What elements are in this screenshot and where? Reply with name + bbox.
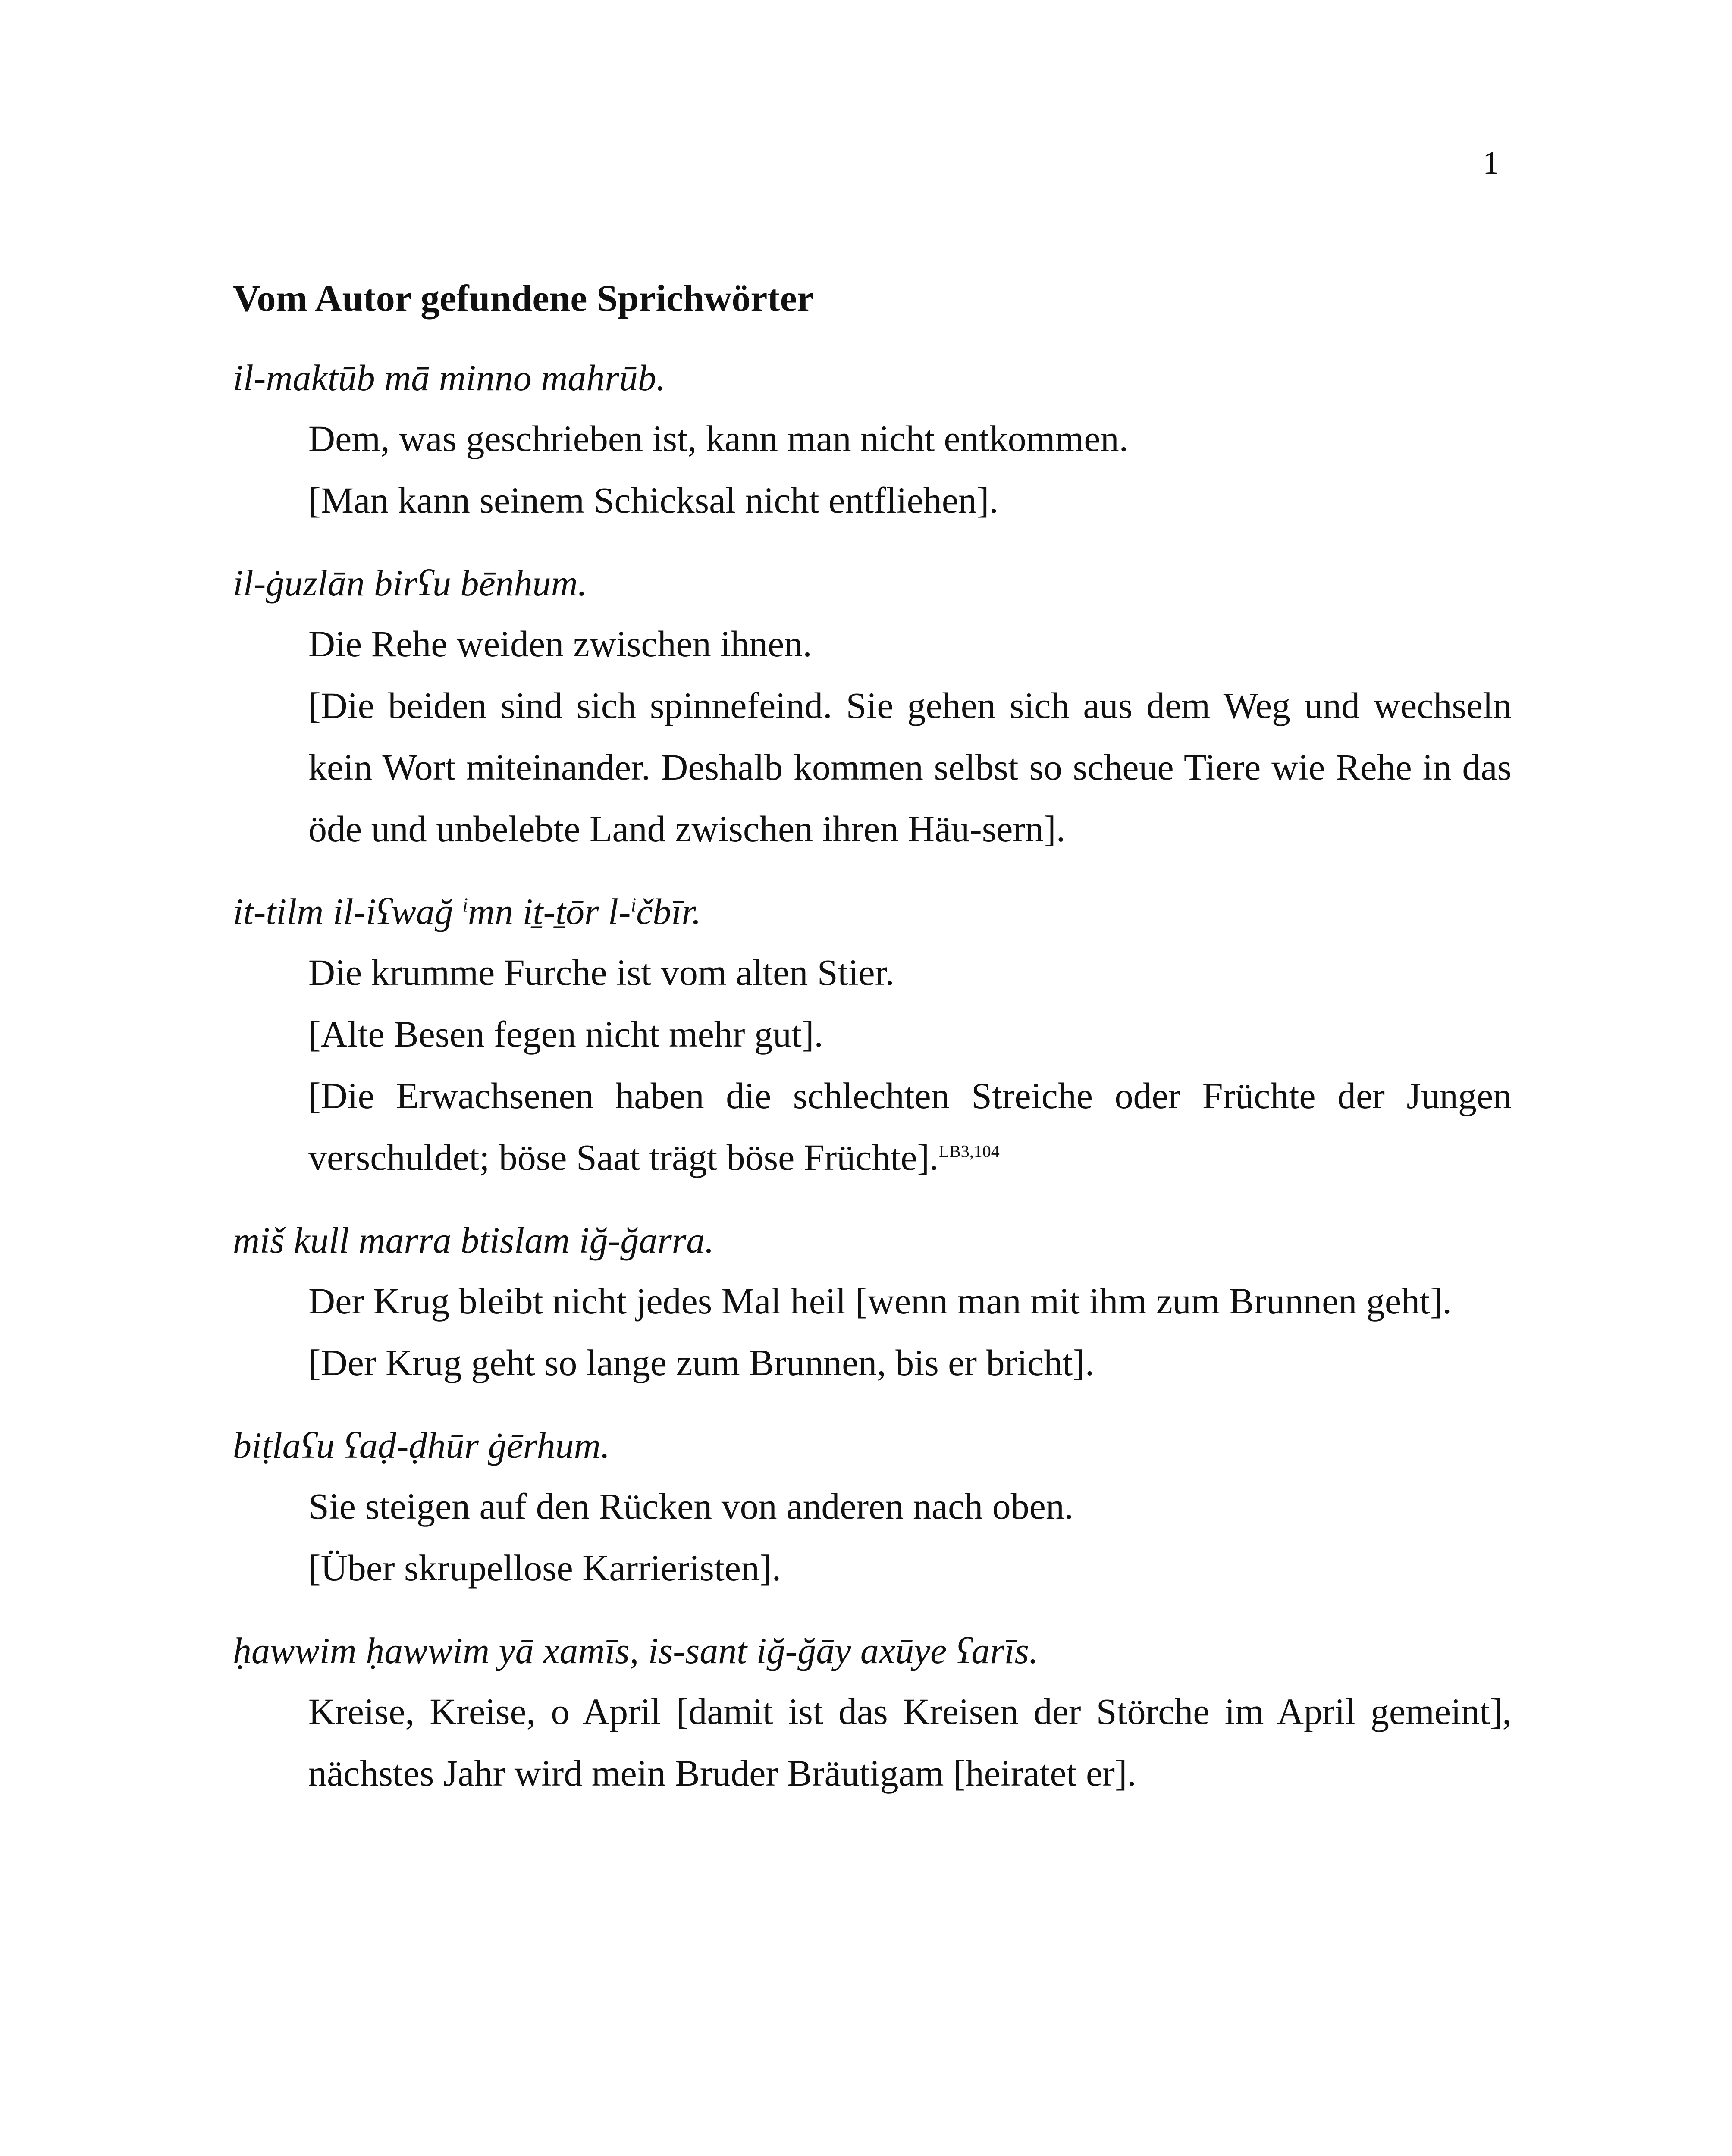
section-heading: Vom Autor gefundene Sprichwörter bbox=[233, 278, 814, 320]
proverb-explanation: [Man kann seinem Schicksal nicht entfliehen]. bbox=[308, 479, 999, 521]
proverb-translation: Dem, was geschrieben ist, kann man nicht entkommen. bbox=[308, 417, 1129, 459]
proverb-translation: Sie steigen auf den Rücken von anderen nach oben. bbox=[308, 1485, 1074, 1527]
proverb-translation: Die Rehe weiden zwischen ihnen. bbox=[308, 623, 812, 664]
proverb-entry bbox=[233, 1210, 1512, 1394]
proverb-explanation: [Die beiden sind sich spinnefeind. Sie gehen sich aus dem Weg und wechseln kein Wort miteinander. Deshalb kommen selbst so scheue Tiere wie Rehe in das öde und unbelebte Land zwischen ihren Häu-sern]. bbox=[308, 684, 1512, 849]
proverb-transliteration: ḥawwim ḥawwim yā xamīs, is-sant iğ-ğāy axūye ʕarīs. bbox=[233, 1630, 1039, 1671]
page-number: 1 bbox=[1483, 145, 1499, 181]
superscript-vowel: i bbox=[631, 893, 637, 915]
proverb-transliteration: miš kull marra btislam iğ-ğarra. bbox=[233, 1219, 714, 1261]
proverb-transliteration: biṭlaʕu ʕaḍ-ḍhūr ġērhum. bbox=[233, 1424, 610, 1466]
proverb-entry bbox=[233, 1620, 1512, 1804]
proverb-transliteration bbox=[233, 881, 1512, 942]
proverb-entry bbox=[233, 348, 1512, 531]
proverb-translation: Der Krug bleibt nicht jedes Mal heil [wenn man mit ihm zum Brunnen geht]. bbox=[308, 1280, 1452, 1322]
proverb-translation: Kreise, Kreise, o April [damit ist das Kreisen der Störche im April gemeint], nächstes Jahr wird mein Bruder Bräutigam [heiratet er]. bbox=[308, 1690, 1512, 1794]
proverb-entry bbox=[233, 553, 1512, 860]
proverb-transliteration: il-ġuzlān birʕu bēnhum. bbox=[233, 562, 587, 604]
proverb-entry bbox=[233, 1415, 1512, 1599]
proverb-entry bbox=[233, 881, 1512, 1188]
translit-part: čbīr. bbox=[636, 890, 701, 932]
proverb-explanation: [Der Krug geht so lange zum Brunnen, bis er bricht]. bbox=[308, 1341, 1095, 1383]
superscript-vowel: i bbox=[462, 893, 468, 915]
proverb-transliteration: il-maktūb mā minno mahrūb. bbox=[233, 357, 666, 398]
proverb-explanation: [Über skrupellose Karrieristen]. bbox=[308, 1547, 781, 1589]
proverb-equivalent: [Alte Besen fegen nicht mehr gut]. bbox=[308, 1013, 824, 1055]
source-reference: LB3,104 bbox=[938, 1141, 1000, 1161]
proverb-translation: Die krumme Furche ist vom alten Stier. bbox=[308, 951, 895, 993]
explanation-text: [Die Erwachsenen haben die schlechten Streiche oder Früchte der Jungen verschuldet; böse Saat trägt böse Früchte]. bbox=[308, 1075, 1512, 1178]
translit-part: it-tilm il-iʕwağ bbox=[233, 890, 463, 932]
translit-part: mn iṯ-ṯōr l- bbox=[468, 890, 631, 932]
page-content bbox=[233, 276, 1512, 1826]
proverb-explanation bbox=[308, 1065, 1512, 1188]
